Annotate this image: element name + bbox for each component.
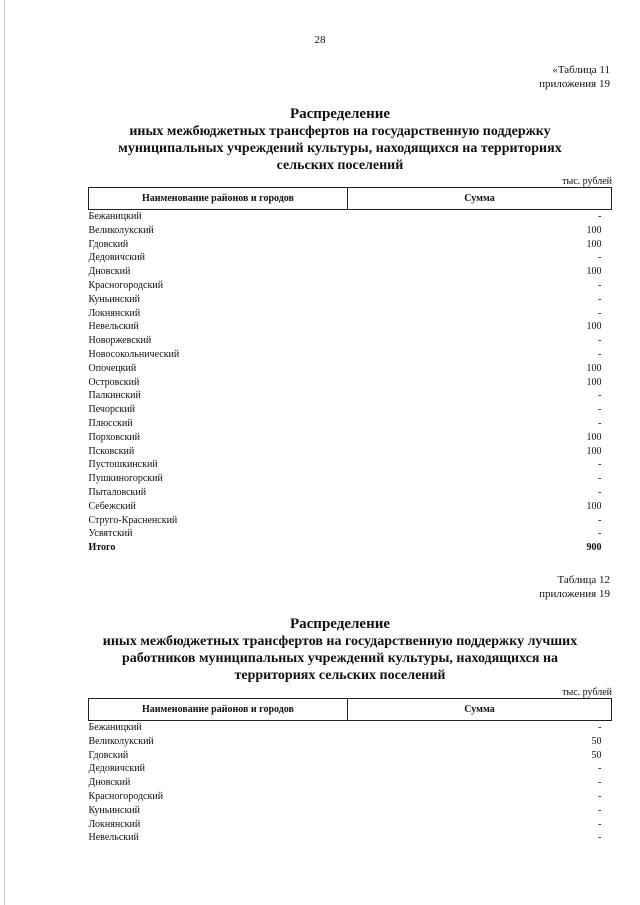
amount-value: - bbox=[598, 777, 602, 789]
table-row bbox=[89, 762, 612, 776]
amount-value: - bbox=[598, 832, 602, 844]
table-row bbox=[89, 527, 612, 541]
table-row bbox=[89, 403, 612, 417]
district-name: Пустошкинский bbox=[88, 459, 158, 471]
table-row bbox=[89, 735, 612, 749]
district-name: Дновский bbox=[88, 266, 131, 278]
amount-value: - bbox=[598, 211, 602, 222]
table-row bbox=[89, 472, 612, 486]
district-name: Плюсский bbox=[88, 417, 133, 429]
district-name: Опочецкий bbox=[88, 362, 137, 374]
table11-col-name: Наименование районов и городов bbox=[89, 188, 348, 210]
district-name: Гдовский bbox=[88, 749, 129, 761]
table-row bbox=[89, 210, 612, 224]
table12-reference bbox=[539, 573, 610, 601]
district-name: Бежаницкий bbox=[88, 211, 142, 222]
district-name: Пыталовский bbox=[88, 486, 147, 498]
table12-ref-line2: приложения 19 bbox=[539, 588, 610, 600]
table-row bbox=[89, 307, 612, 321]
table-row bbox=[89, 238, 612, 252]
amount-value: 100 bbox=[586, 500, 602, 512]
amount-value: - bbox=[598, 528, 602, 540]
amount-value: - bbox=[598, 473, 602, 485]
district-name: Новоржевский bbox=[88, 335, 152, 347]
table11-col-sum: Сумма bbox=[348, 188, 612, 210]
table12-title-line3: работников муниципальных учреждений культуры, находящихся на bbox=[121, 651, 559, 666]
amount-value: 100 bbox=[586, 376, 602, 388]
table-row bbox=[89, 417, 612, 431]
table-row bbox=[89, 445, 612, 459]
district-name: Печорский bbox=[88, 404, 135, 416]
district-name: Невельский bbox=[88, 321, 139, 333]
amount-value: - bbox=[598, 279, 602, 291]
district-name: Великолукский bbox=[88, 735, 154, 747]
table-row bbox=[89, 500, 612, 514]
district-name: Островский bbox=[88, 376, 140, 388]
table12-title bbox=[60, 616, 620, 684]
amount-value: - bbox=[598, 804, 602, 816]
amount-value: - bbox=[598, 404, 602, 416]
table-row bbox=[89, 376, 612, 390]
table-row bbox=[89, 721, 612, 735]
table11 bbox=[88, 187, 612, 555]
table11-ref-line1: «Таблица 11 bbox=[552, 64, 610, 76]
district-name: Палкинский bbox=[88, 390, 141, 402]
table-row bbox=[89, 431, 612, 445]
amount-value: - bbox=[598, 790, 602, 802]
table-row bbox=[89, 320, 612, 334]
total-label: Итого bbox=[88, 542, 116, 554]
amount-value: 50 bbox=[591, 749, 602, 761]
amount-value: - bbox=[598, 417, 602, 429]
table-row bbox=[89, 458, 612, 472]
district-name: Струго-Красненский bbox=[88, 514, 178, 526]
table-row bbox=[89, 514, 612, 528]
district-name: Порховский bbox=[88, 431, 141, 443]
table-row bbox=[89, 818, 612, 832]
amount-value: 100 bbox=[586, 431, 602, 443]
district-name: Красногородский bbox=[88, 279, 164, 291]
table-row bbox=[89, 776, 612, 790]
table-row bbox=[89, 790, 612, 804]
table12-col-name: Наименование районов и городов bbox=[89, 699, 348, 721]
table12-units: тыс. рублей bbox=[562, 687, 612, 698]
table-row bbox=[89, 804, 612, 818]
amount-value: - bbox=[598, 514, 602, 526]
amount-value: - bbox=[598, 818, 602, 830]
table12-title-line4: территориях сельских поселений bbox=[234, 668, 446, 683]
district-name: Локнянский bbox=[88, 307, 141, 319]
amount-value: - bbox=[598, 722, 602, 733]
table11-title-line1: Распределение bbox=[289, 106, 391, 122]
amount-value: - bbox=[598, 293, 602, 305]
district-name: Гдовский bbox=[88, 238, 129, 250]
page-number: 28 bbox=[314, 34, 326, 46]
table12 bbox=[88, 698, 612, 845]
table-row bbox=[89, 348, 612, 362]
district-name: Куньинский bbox=[88, 293, 141, 305]
district-name: Локнянский bbox=[88, 818, 141, 830]
amount-value: 100 bbox=[586, 445, 602, 457]
district-name: Невельский bbox=[88, 832, 139, 844]
amount-value: 100 bbox=[586, 321, 602, 333]
district-name: Великолукский bbox=[88, 224, 154, 236]
amount-value: - bbox=[598, 335, 602, 347]
table11-title bbox=[60, 106, 620, 174]
table11-units: тыс. рублей bbox=[562, 176, 612, 187]
amount-value: - bbox=[598, 459, 602, 471]
table11-title-line3: муниципальных учреждений культуры, находящихся на территориях bbox=[118, 141, 562, 156]
table11-title-line2: иных межбюджетных трансфертов на государственную поддержку bbox=[129, 124, 551, 139]
table-row bbox=[89, 389, 612, 403]
amount-value: - bbox=[598, 390, 602, 402]
district-name: Дедовичский bbox=[88, 252, 145, 264]
table-row bbox=[89, 334, 612, 348]
table-row bbox=[89, 265, 612, 279]
amount-value: 100 bbox=[586, 266, 602, 278]
amount-value: - bbox=[598, 763, 602, 775]
district-name: Дновский bbox=[88, 777, 131, 789]
amount-value: 100 bbox=[586, 224, 602, 236]
amount-value: - bbox=[598, 307, 602, 319]
table11-ref-line2: приложения 19 bbox=[539, 78, 610, 90]
table12-title-line2: иных межбюджетных трансфертов на государственную поддержку лучших bbox=[102, 634, 578, 649]
table12-ref-line1: Таблица 12 bbox=[557, 574, 610, 586]
amount-value: 50 bbox=[591, 735, 602, 747]
table-row bbox=[89, 362, 612, 376]
district-name: Бежаницкий bbox=[88, 722, 142, 733]
district-name: Усвятский bbox=[88, 528, 133, 540]
total-row bbox=[89, 541, 612, 555]
page-edge bbox=[4, 0, 5, 905]
district-name: Красногородский bbox=[88, 790, 164, 802]
table11-title-line4: сельских поселений bbox=[276, 158, 404, 173]
district-name: Псковский bbox=[88, 445, 135, 457]
table-row bbox=[89, 224, 612, 238]
amount-value: - bbox=[598, 486, 602, 498]
table-row bbox=[89, 831, 612, 845]
table-row bbox=[89, 486, 612, 500]
table-row bbox=[89, 293, 612, 307]
table-row bbox=[89, 251, 612, 265]
amount-value: 100 bbox=[586, 362, 602, 374]
district-name: Себежский bbox=[88, 500, 136, 512]
table-row bbox=[89, 279, 612, 293]
amount-value: - bbox=[598, 252, 602, 264]
amount-value: - bbox=[598, 348, 602, 360]
table12-title-line1: Распределение bbox=[289, 616, 391, 632]
table11-header-row bbox=[89, 188, 612, 210]
district-name: Новосокольнический bbox=[88, 348, 180, 360]
district-name: Куньинский bbox=[88, 804, 141, 816]
district-name: Дедовичский bbox=[88, 763, 145, 775]
table12-col-sum: Сумма bbox=[348, 699, 612, 721]
amount-value: 100 bbox=[586, 238, 602, 250]
total-value: 900 bbox=[586, 542, 602, 554]
table-row bbox=[89, 749, 612, 763]
table11-reference bbox=[539, 63, 610, 91]
table12-header-row bbox=[89, 699, 612, 721]
district-name: Пушкиногорский bbox=[88, 473, 163, 485]
